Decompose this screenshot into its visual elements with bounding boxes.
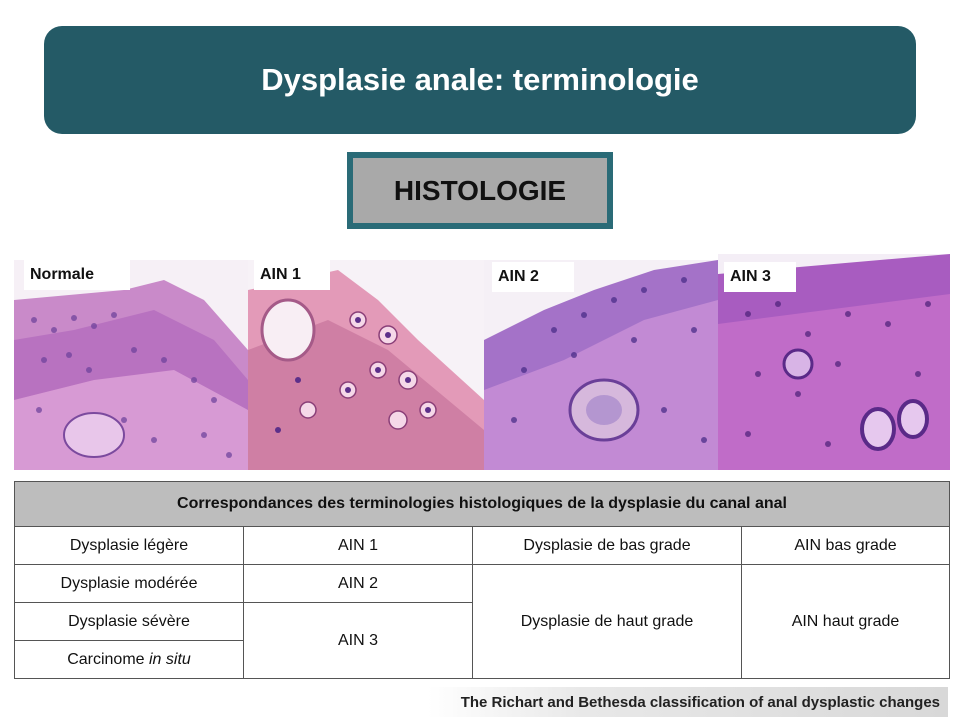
table-cell: Dysplasie modérée bbox=[15, 565, 244, 603]
table-cell: AIN 2 bbox=[244, 565, 473, 603]
panel-label-ain3: AIN 3 bbox=[724, 262, 796, 292]
table-cell bbox=[15, 641, 244, 679]
histology-image-normal bbox=[14, 260, 248, 470]
table-cell: Dysplasie légère bbox=[15, 527, 244, 565]
section-label: HISTOLOGIE bbox=[353, 158, 607, 223]
terminology-table bbox=[14, 481, 950, 679]
table-header-row bbox=[15, 482, 950, 527]
section-label-box bbox=[347, 152, 613, 229]
table-cell: Dysplasie de haut grade bbox=[473, 565, 742, 679]
table-cell: AIN 3 bbox=[244, 603, 473, 679]
table-cell: AIN bas grade bbox=[742, 527, 950, 565]
panel-label-normal: Normale bbox=[24, 260, 130, 290]
cell-text-italic: in situ bbox=[149, 650, 191, 668]
table-header: Correspondances des terminologies histologiques de la dysplasie du canal anal bbox=[15, 482, 950, 527]
panel-label-ain2: AIN 2 bbox=[492, 262, 574, 292]
histology-image-ain1 bbox=[248, 260, 484, 470]
table-cell: Dysplasie sévère bbox=[15, 603, 244, 641]
table-cell: AIN haut grade bbox=[742, 565, 950, 679]
table-row bbox=[15, 527, 950, 565]
source-caption: The Richart and Bethesda classification of anal dysplastic changes bbox=[428, 687, 948, 717]
title-banner bbox=[44, 26, 916, 134]
table-row bbox=[15, 565, 950, 603]
table-cell: Dysplasie de bas grade bbox=[473, 527, 742, 565]
panel-label-ain1: AIN 1 bbox=[254, 260, 330, 290]
cell-text: Carcinome bbox=[67, 650, 149, 668]
table-cell: AIN 1 bbox=[244, 527, 473, 565]
page-title: Dysplasie anale: terminologie bbox=[261, 62, 699, 97]
